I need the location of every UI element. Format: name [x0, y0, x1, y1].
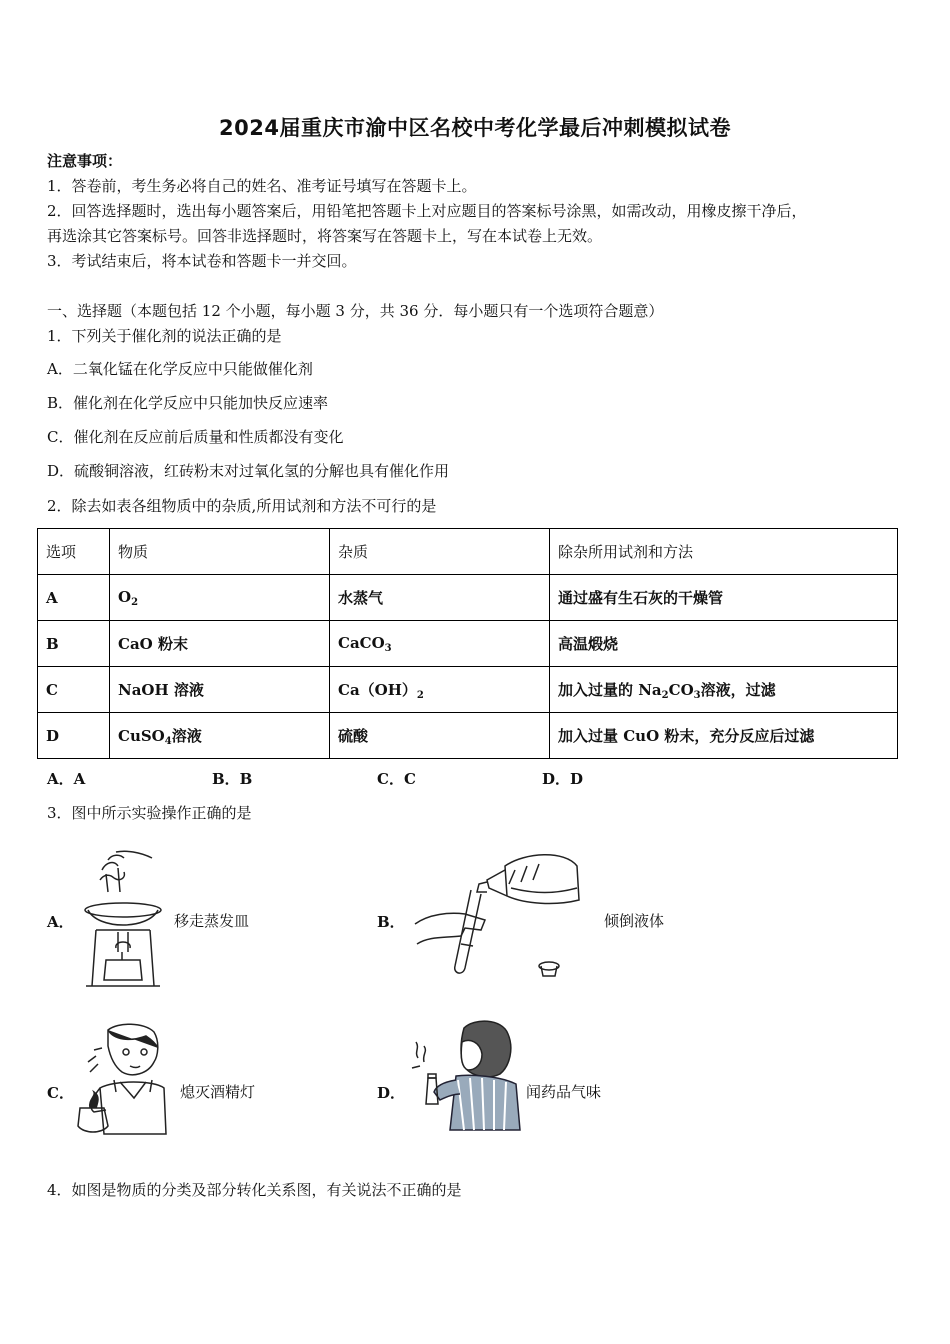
q1-stem: 1．下列关于催化剂的说法正确的是	[47, 327, 282, 345]
table-row	[38, 621, 898, 667]
table-header-row	[38, 529, 898, 575]
cell-substance: NaOH 溶液	[110, 667, 330, 713]
page-title: 2024届重庆市渝中区名校中考化学最后冲刺模拟试卷	[219, 116, 731, 140]
q3-option-c-caption: 熄灭酒精灯	[180, 1083, 256, 1101]
smell-chemical-illustration	[410, 1018, 522, 1132]
table-row	[38, 713, 898, 759]
q3-option-d-letter: D．	[377, 1084, 406, 1102]
header-cell: 杂质	[330, 529, 550, 575]
cell-substance: CaO 粉末	[110, 621, 330, 667]
cell-option: B	[38, 621, 110, 667]
notice-item-3: 3．考试结束后，将本试卷和答题卡一并交回。	[47, 252, 357, 270]
q2-choice-b: B．B	[212, 770, 253, 788]
cell-option: A	[38, 575, 110, 621]
q1-option-a: A．二氧化锰在化学反应中只能做催化剂	[47, 360, 313, 378]
q2-choice-d: D．D	[542, 770, 584, 788]
q3-option-d-caption: 闻药品气味	[526, 1083, 602, 1101]
cell-impurity: 水蒸气	[330, 575, 550, 621]
cell-substance: CuSO$_4$溶液	[110, 713, 330, 759]
q2-choice-c: C．C	[377, 770, 416, 788]
section-heading: 一、选择题（本题包括 12 个小题，每小题 3 分，共 36 分．每小题只有一个选项符合题意）	[47, 302, 664, 320]
cell-method: 通过盛有生石灰的干燥管	[550, 575, 898, 621]
cell-impurity: CaCO$_3$	[330, 621, 550, 667]
q3-option-c-letter: C．	[47, 1084, 74, 1102]
q2-choice-a: A．A	[47, 770, 86, 788]
q2-stem: 2．除去如表各组物质中的杂质,所用试剂和方法不可行的是	[47, 497, 437, 515]
cell-method: 高温煅烧	[550, 621, 898, 667]
q3-option-b-letter: B．	[377, 913, 405, 931]
header-cell: 物质	[110, 529, 330, 575]
q2-table	[37, 528, 898, 759]
cell-impurity: 硫酸	[330, 713, 550, 759]
q3-option-b-caption: 倾倒液体	[604, 912, 665, 930]
extinguish-lamp-illustration	[74, 1022, 174, 1140]
notice-heading: 注意事项：	[47, 152, 123, 170]
table-row	[38, 667, 898, 713]
pouring-liquid-illustration	[415, 848, 585, 978]
evaporating-dish-illustration	[78, 848, 168, 993]
notice-item-2: 2．回答选择题时，选出每小题答案后，用铅笔把答题卡上对应题目的答案标号涂黑，如需改动，用橡皮擦干净后，	[47, 202, 807, 220]
notice-item-1: 1．答卷前，考生务必将自己的姓名、准考证号填写在答题卡上。	[47, 177, 477, 195]
q3-option-a-letter: A．	[47, 913, 74, 931]
header-cell: 选项	[38, 529, 110, 575]
notice-item-2-cont: 再选涂其它答案标号。回答非选择题时，将答案写在答题卡上，写在本试卷上无效。	[47, 227, 603, 245]
cell-method: 加入过量 CuO 粉末，充分反应后过滤	[550, 713, 898, 759]
q4-stem: 4．如图是物质的分类及部分转化关系图，有关说法不正确的是	[47, 1181, 462, 1199]
q1-option-c: C．催化剂在反应前后质量和性质都没有变化	[47, 428, 344, 446]
q3-stem: 3．图中所示实验操作正确的是	[47, 804, 252, 822]
q3-option-a-caption: 移走蒸发皿	[174, 912, 250, 930]
table-row	[38, 575, 898, 621]
cell-method: 加入过量的 $Na_2CO_3$溶液，过滤	[550, 667, 898, 713]
header-cell: 除杂所用试剂和方法	[550, 529, 898, 575]
cell-option: D	[38, 713, 110, 759]
cell-substance: $O_2$	[110, 575, 330, 621]
q1-option-d: D．硫酸铜溶液，红砖粉末对过氧化氢的分解也具有催化作用	[47, 462, 450, 480]
q1-option-b: B．催化剂在化学反应中只能加快反应速率	[47, 394, 329, 412]
cell-option: C	[38, 667, 110, 713]
cell-impurity: $Ca(OH)_2$	[330, 667, 550, 713]
